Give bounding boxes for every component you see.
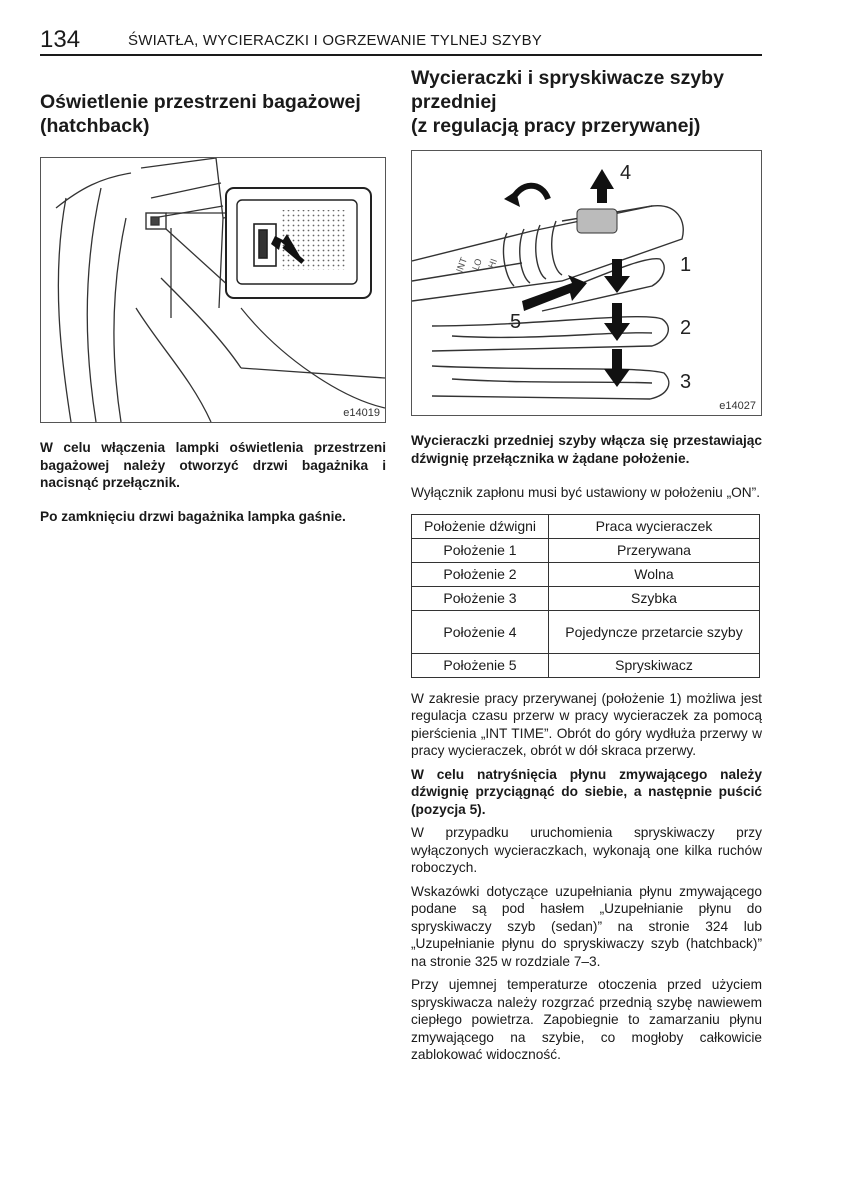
position-label-5: 5: [510, 311, 522, 333]
luggage-light-instruction: W celu włączenia lampki oświetlenia przestrzeni bagażowej należy otworzyć drzwi bagażnika i nacisnąć przełącznik.: [40, 440, 386, 490]
arrow-down-2-icon: [604, 303, 630, 341]
luggage-light-note: Po zamknięciu drzwi bagażnika lampka gaśnie.: [40, 508, 346, 524]
section-heading-luggage-light: Oświetlenie przestrzeni bagażowej (hatchback): [40, 91, 361, 137]
table-row: Położenie 2 Wolna: [412, 562, 760, 586]
table-row: Położenie 4 Pojedyncze przetarcie szyby: [412, 610, 760, 653]
fluid-refill-reference: Wskazówki dotyczące uzupełniania płynu zmywającego podane są pod hasłem „Uzupełnianie płynu do spryskiwaczy szyb (sedan)” na stronie 324 lub „Uzupełnianie płynu do spryskiwaczy szyb (hatchback)” na stronie 325 w rozdziale 7–3.: [411, 883, 762, 969]
wiper-lever-drawing: [412, 151, 761, 415]
int-time-paragraph: W zakresie pracy przerywanej (położenie 1) możliwa jest regulacja czasu przerw w pracy wycieraczek za pomocą pierścienia „INT TIME”. Obrót do góry wydłuża przerwy w pracy wycieraczek, obrót w dół skraca przerwy.: [411, 690, 762, 758]
arrow-pull-5-icon: [522, 275, 587, 311]
table-row: Położenie 3 Szybka: [412, 586, 760, 610]
figure-code: e14019: [343, 407, 380, 419]
svg-text:INT: INT: [455, 256, 470, 275]
section-heading-wipers: Wycieraczki i spryskiwacze szyby przedniej (z regulacją pracy przerywanej): [411, 67, 724, 137]
ignition-note: Wyłącznik zapłonu musi być ustawiony w położeniu „ON”.: [411, 485, 761, 500]
page-header: [40, 26, 762, 56]
cold-weather-note: Przy ujemnej temperaturze otoczenia przed użyciem spryskiwacza należy rozgrzać przednią szybę nawiewem ciepłego powietrza. Zapobiegnie to zamarzaniu płynu zmywającego na szybie, co mogłoby całkowicie zablokować widoczność.: [411, 977, 762, 1062]
position-label-3: 3: [680, 371, 692, 393]
arrow-down-3-icon: [604, 349, 630, 387]
table-header-row: [412, 514, 760, 538]
luggage-compartment-drawing: [41, 158, 385, 422]
position-label-4: 4: [620, 162, 632, 184]
right-column: [411, 66, 762, 1064]
figure-code: e14027: [719, 400, 756, 412]
page-number: 134: [40, 26, 81, 53]
luggage-light-illustration: [40, 157, 386, 423]
washer-note: W przypadku uruchomienia spryskiwaczy przy wyłączonych wycieraczkach, wykonają one kilka ruchów roboczych.: [411, 825, 762, 875]
arrow-up-4-icon: [590, 169, 614, 203]
table-row: Położenie 5 Spryskiwacz: [412, 653, 760, 677]
table-header-lever: Położenie dźwigni: [412, 514, 549, 538]
table-row: Położenie 1 Przerywana: [412, 538, 760, 562]
wiper-instruction: Wycieraczki przedniej szyby włącza się przestawiając dźwignię przełącznika w żądane położenie.: [411, 433, 762, 466]
arrow-down-1-icon: [604, 259, 630, 293]
wiper-lever-illustration: [411, 150, 762, 416]
svg-text:HI: HI: [487, 257, 501, 271]
chapter-title: ŚWIATŁA, WYCIERACZKI I OGRZEWANIE TYLNEJ SZYBY: [128, 32, 542, 49]
washer-instruction: W celu natryśnięcia płynu zmywającego należy dźwignię przyciągnąć do siebie, a następnie puścić (pozycja 5).: [411, 766, 762, 817]
position-label-2: 2: [680, 317, 692, 339]
wiper-positions-table: [411, 514, 760, 678]
svg-text:LO: LO: [471, 257, 485, 273]
left-column: [40, 90, 386, 525]
table-header-operation: Praca wycieraczek: [549, 514, 760, 538]
position-label-1: 1: [680, 254, 692, 276]
